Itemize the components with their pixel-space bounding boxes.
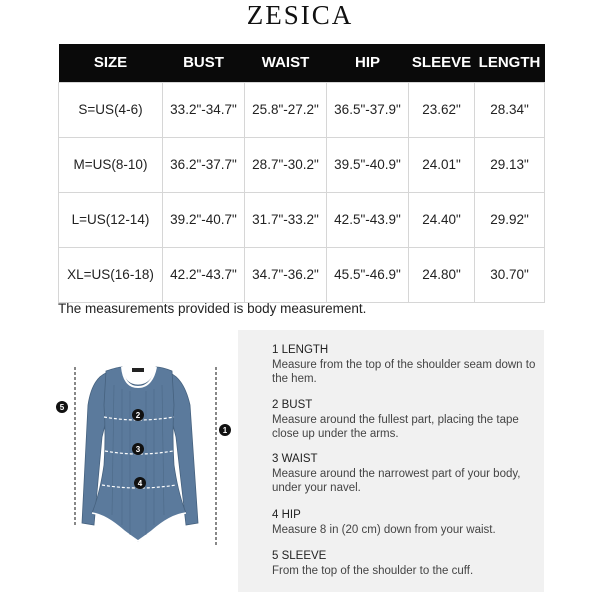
guide-item-waist (272, 452, 542, 496)
bodysuit-figure (48, 345, 238, 575)
hip-cell: 39.5"-40.9" (327, 137, 409, 192)
brand-logo: ZESICA (246, 0, 354, 30)
header-sleeve: SLEEVE (409, 44, 475, 82)
size-cell: M=US(8-10) (59, 137, 163, 192)
table-row (59, 247, 545, 302)
header-hip: HIP (327, 44, 409, 82)
table-row (59, 82, 545, 137)
guide-item-title: 4 HIP (272, 509, 301, 521)
hip-cell: 42.5"-43.9" (327, 192, 409, 247)
guide-item-title: 1 LENGTH (272, 344, 329, 356)
guide-item-desc: Measure from the top of the shoulder seam down to the hem. (272, 358, 536, 385)
guide-item-desc: From the top of the shoulder to the cuff. (272, 564, 474, 577)
guide-item-title: 3 WAIST (272, 453, 318, 465)
bust-cell: 42.2"-43.7" (163, 247, 245, 302)
size-cell: S=US(4-6) (59, 82, 163, 137)
marker-5 (56, 401, 68, 413)
size-cell: XL=US(16-18) (59, 247, 163, 302)
length-cell: 28.34" (475, 82, 545, 137)
header-length: LENGTH (475, 44, 545, 82)
sleeve-cell: 24.80" (409, 247, 475, 302)
hip-cell: 36.5"-37.9" (327, 82, 409, 137)
bust-cell: 36.2"-37.7" (163, 137, 245, 192)
header-size: SIZE (59, 44, 163, 82)
guide-item-desc: Measure around the narrowest part of your body, under your navel. (272, 467, 521, 494)
header-bust: BUST (163, 44, 245, 82)
svg-text:4: 4 (137, 479, 143, 488)
svg-text:3: 3 (135, 445, 141, 454)
waist-cell: 34.7"-36.2" (245, 247, 327, 302)
guide-item-hip (272, 508, 542, 537)
measurement-note: The measurements provided is body measurement. (58, 301, 367, 316)
waist-cell: 25.8"-27.2" (245, 82, 327, 137)
waist-cell: 31.7"-33.2" (245, 192, 327, 247)
header-waist: WAIST (245, 44, 327, 82)
sleeve-cell: 24.01" (409, 137, 475, 192)
guide-item-desc: Measure 8 in (20 cm) down from your waist. (272, 523, 496, 536)
table-row (59, 137, 545, 192)
length-cell: 29.92" (475, 192, 545, 247)
length-cell: 29.13" (475, 137, 545, 192)
guide-item-bust (272, 398, 542, 442)
table-header-row (59, 44, 545, 82)
marker-4 (134, 477, 146, 489)
guide-item-title: 5 SLEEVE (272, 550, 327, 562)
marker-1 (219, 424, 231, 436)
svg-text:2: 2 (135, 411, 141, 420)
guide-item-sleeve (272, 549, 542, 578)
sleeve-cell: 23.62" (409, 82, 475, 137)
waist-cell: 28.7"-30.2" (245, 137, 327, 192)
bust-cell: 39.2"-40.7" (163, 192, 245, 247)
hip-cell: 45.5"-46.9" (327, 247, 409, 302)
sleeve-cell: 24.40" (409, 192, 475, 247)
marker-3 (132, 443, 144, 455)
guide-item-desc: Measure around the fullest part, placing the tape close up under the arms. (272, 413, 519, 440)
size-chart-table (58, 44, 545, 303)
size-cell: L=US(12-14) (59, 192, 163, 247)
length-cell: 30.70" (475, 247, 545, 302)
guide-item-length (272, 343, 542, 387)
svg-text:1: 1 (222, 426, 228, 435)
guide-item-title: 2 BUST (272, 399, 313, 411)
marker-2 (132, 409, 144, 421)
svg-text:5: 5 (59, 403, 65, 412)
table-row (59, 192, 545, 247)
measurement-guide-panel (238, 330, 544, 592)
bust-cell: 33.2"-34.7" (163, 82, 245, 137)
